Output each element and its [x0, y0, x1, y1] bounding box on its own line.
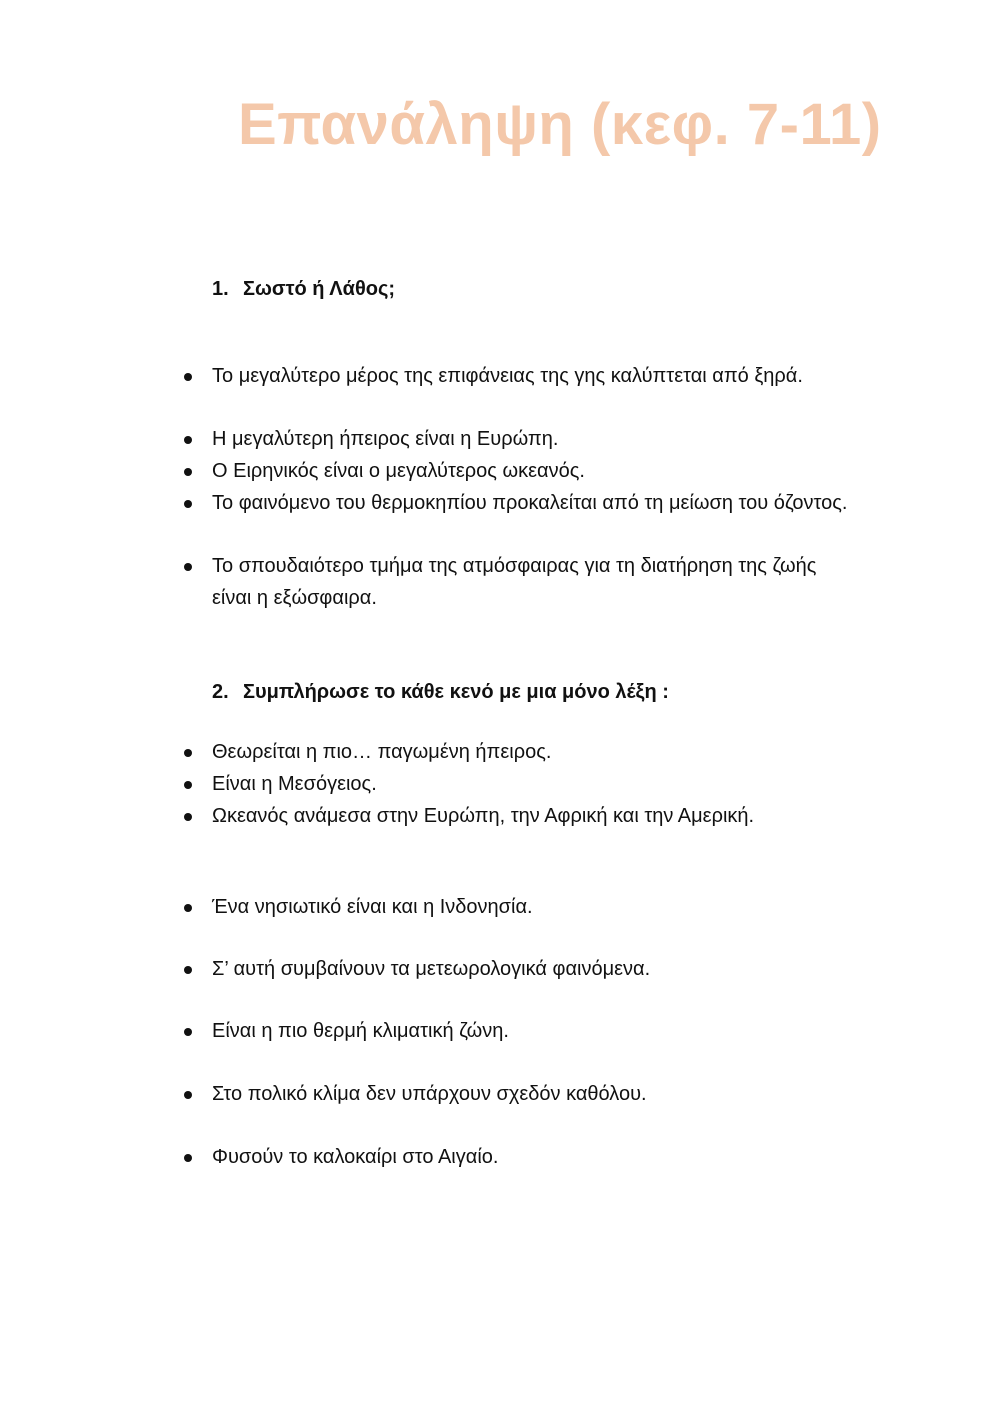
list-item-text: Το μεγαλύτερο μέρος της επιφάνειας της γης καλύπτεται από ξηρά. [212, 365, 803, 387]
bullet-icon [184, 966, 192, 974]
section-2-heading [212, 682, 669, 702]
list-item [212, 1079, 852, 1111]
bullet-icon [184, 373, 192, 381]
list-item [212, 769, 852, 801]
list-item-text: Το σπουδαιότερο τμήμα της ατμόσφαιρας για τη διατήρηση της ζωής είναι η εξώσφαιρα. [212, 555, 817, 609]
list-item [212, 801, 852, 833]
bullet-icon [184, 500, 192, 508]
list-item [212, 456, 852, 488]
list-item-text: Θεωρείται η πιο… παγωμένη ήπειρος. [212, 741, 552, 763]
page-title: Επανάληψη (κεφ. 7-11) [238, 92, 882, 157]
list-item-text: Φυσούν το καλοκαίρι στο Αιγαίο. [212, 1146, 499, 1168]
bullet-icon [184, 468, 192, 476]
bullet-icon [184, 781, 192, 789]
list-item [212, 361, 852, 393]
list-item-text: Το φαινόμενο του θερμοκηπίου προκαλείται από τη μείωση του όζοντος. [212, 492, 848, 514]
list-item [212, 1142, 852, 1174]
list-item-text: Η μεγαλύτερη ήπειρος είναι η Ευρώπη. [212, 428, 559, 450]
list-item [212, 954, 852, 986]
bullet-icon [184, 1091, 192, 1099]
list-item [212, 488, 852, 520]
section-1-heading [212, 279, 395, 299]
section-2-heading-text: Συμπλήρωσε το κάθε κενό με μια μόνο λέξη : [243, 681, 669, 703]
list-item [212, 424, 852, 456]
list-item-text: Ωκεανός ανάμεσα στην Ευρώπη, την Αφρική και την Αμερική. [212, 805, 755, 827]
bullet-icon [184, 436, 192, 444]
list-item-text: Είναι η Μεσόγειος. [212, 773, 377, 795]
section-1-number: 1. [212, 278, 229, 300]
list-item-text: Είναι η πιο θερμή κλιματική ζώνη. [212, 1020, 509, 1042]
bullet-icon [184, 1028, 192, 1036]
bullet-icon [184, 749, 192, 757]
list-item [212, 737, 852, 769]
section-2-number: 2. [212, 681, 229, 703]
list-item [212, 892, 852, 924]
list-item-text: Ο Ειρηνικός είναι ο μεγαλύτερος ωκεανός. [212, 460, 585, 482]
bullet-icon [184, 904, 192, 912]
section-1-heading-text: Σωστό ή Λάθος; [243, 278, 396, 300]
list-item [212, 551, 852, 614]
list-item [212, 1016, 852, 1048]
bullet-icon [184, 813, 192, 821]
bullet-icon [184, 1154, 192, 1162]
list-item-text: Στο πολικό κλίμα δεν υπάρχουν σχεδόν καθόλου. [212, 1083, 647, 1105]
bullet-icon [184, 563, 192, 571]
list-item-text: Ένα νησιωτικό είναι και η Ινδονησία. [212, 896, 533, 918]
list-item-text: Σ’ αυτή συμβαίνουν τα μετεωρολογικά φαινόμενα. [212, 958, 651, 980]
